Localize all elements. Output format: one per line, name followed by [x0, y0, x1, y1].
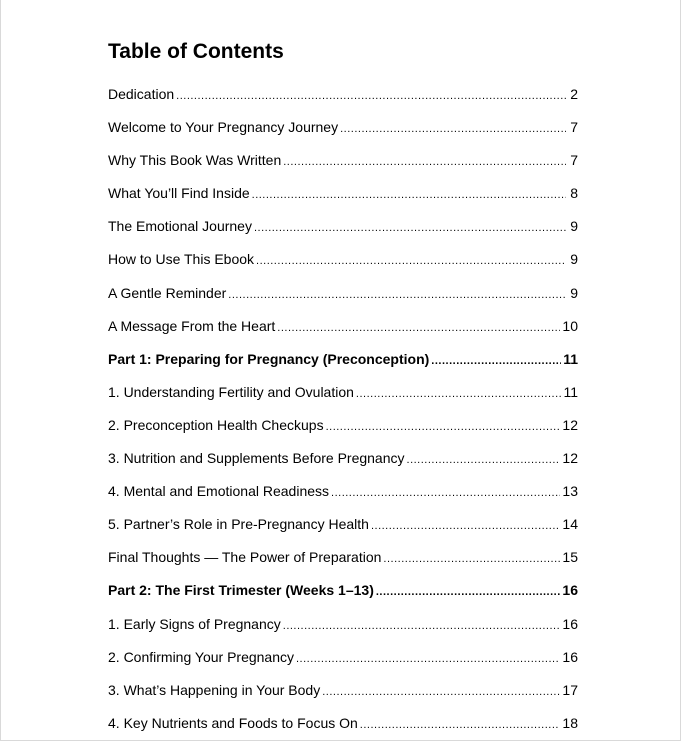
toc-dot-leader [407, 446, 561, 474]
toc-page-number: 13 [562, 483, 578, 500]
toc-entry[interactable] [108, 643, 578, 676]
toc-entry-title: 4. Key Nutrients and Foods to Focus On [108, 714, 358, 731]
toc-dot-leader [277, 314, 560, 342]
toc-entry[interactable] [108, 411, 578, 444]
toc-entry[interactable] [108, 543, 578, 576]
toc-part-heading[interactable] [108, 576, 578, 609]
toc-page-number: 7 [570, 119, 578, 136]
toc-dot-leader [176, 82, 566, 110]
toc-page-number: 7 [570, 152, 578, 169]
toc-entry-title: Final Thoughts — The Power of Preparation [108, 549, 382, 566]
toc-entry[interactable] [108, 709, 578, 742]
toc-entry-title: Welcome to Your Pregnancy Journey [108, 119, 339, 136]
toc-page-number: 17 [562, 681, 578, 698]
toc-page-number: 9 [570, 251, 578, 268]
toc-page-number: 9 [570, 218, 578, 235]
toc-entry-title: 1. Early Signs of Pregnancy [108, 615, 281, 632]
toc-page-number: 11 [563, 350, 578, 367]
toc-page-number: 12 [562, 450, 578, 467]
toc-entry-title: A Gentle Reminder [108, 284, 227, 301]
toc-page-number: 15 [562, 549, 578, 566]
toc-page-number: 12 [562, 416, 578, 433]
toc-entry-title: The Emotional Journey [108, 218, 252, 235]
toc-entry[interactable] [108, 610, 578, 643]
toc-entry[interactable] [108, 212, 578, 245]
toc-entry[interactable] [108, 477, 578, 510]
toc-dot-leader [296, 645, 560, 673]
toc-dot-leader [383, 545, 560, 573]
toc-entry-title: 3. Nutrition and Supplements Before Pregnancy [108, 450, 405, 467]
toc-entry[interactable] [108, 146, 578, 179]
toc-dot-leader [256, 247, 566, 275]
toc-entry[interactable] [108, 80, 578, 113]
toc-entry-title: 2. Confirming Your Pregnancy [108, 648, 294, 665]
toc-entry[interactable] [108, 245, 578, 278]
toc-page-number: 16 [562, 648, 578, 665]
toc-dot-leader [340, 115, 566, 143]
toc-page-number: 9 [570, 284, 578, 301]
toc-dot-leader [331, 479, 560, 507]
toc-entry-title: A Message From the Heart [108, 317, 276, 334]
toc-list [108, 80, 578, 742]
toc-page-number: 11 [563, 383, 578, 400]
toc-entry-title: Dedication [108, 86, 175, 102]
toc-page-number: 16 [562, 582, 578, 599]
toc-page-number: 18 [562, 714, 578, 731]
toc-dot-leader [431, 347, 561, 375]
toc-entry[interactable] [108, 444, 578, 477]
toc-dot-leader [254, 214, 566, 242]
toc-dot-leader [228, 281, 566, 309]
toc-dot-leader [322, 678, 560, 706]
toc-dot-leader [283, 148, 566, 176]
toc-entry[interactable] [108, 378, 578, 411]
toc-entry[interactable] [108, 312, 578, 345]
toc-dot-leader [283, 612, 561, 640]
toc-page-number: 10 [562, 317, 578, 334]
toc-entry-title: Part 1: Preparing for Pregnancy (Preconception) [108, 350, 430, 367]
toc-part-heading[interactable] [108, 345, 578, 378]
toc-entry[interactable] [108, 510, 578, 543]
toc-page-number: 2 [570, 86, 578, 102]
toc-entry-title: 3. What’s Happening in Your Body [108, 681, 321, 698]
toc-dot-leader [371, 512, 560, 540]
toc-title: Table of Contents [108, 40, 284, 63]
toc-entry[interactable] [108, 113, 578, 146]
toc-entry-title: Part 2: The First Trimester (Weeks 1–13) [108, 582, 374, 599]
toc-entry-title: 4. Mental and Emotional Readiness [108, 483, 330, 500]
toc-page-number: 14 [562, 516, 578, 533]
toc-entry-title: Why This Book Was Written [108, 152, 282, 169]
toc-entry-title: 5. Partner’s Role in Pre-Pregnancy Health [108, 516, 369, 533]
toc-dot-leader [252, 181, 566, 209]
toc-dot-leader [356, 380, 562, 408]
toc-page-number: 8 [570, 185, 578, 202]
toc-page-number: 16 [562, 615, 578, 632]
toc-entry[interactable] [108, 179, 578, 212]
toc-entry-title: How to Use This Ebook [108, 251, 255, 268]
toc-dot-leader [326, 413, 561, 441]
toc-entry[interactable] [108, 279, 578, 312]
toc-dot-leader [360, 711, 561, 739]
toc-entry-title: 2. Preconception Health Checkups [108, 416, 324, 433]
toc-entry-title: What You’ll Find Inside [108, 185, 250, 202]
toc-dot-leader [376, 578, 561, 606]
toc-entry-title: 1. Understanding Fertility and Ovulation [108, 383, 354, 400]
toc-entry[interactable] [108, 676, 578, 709]
